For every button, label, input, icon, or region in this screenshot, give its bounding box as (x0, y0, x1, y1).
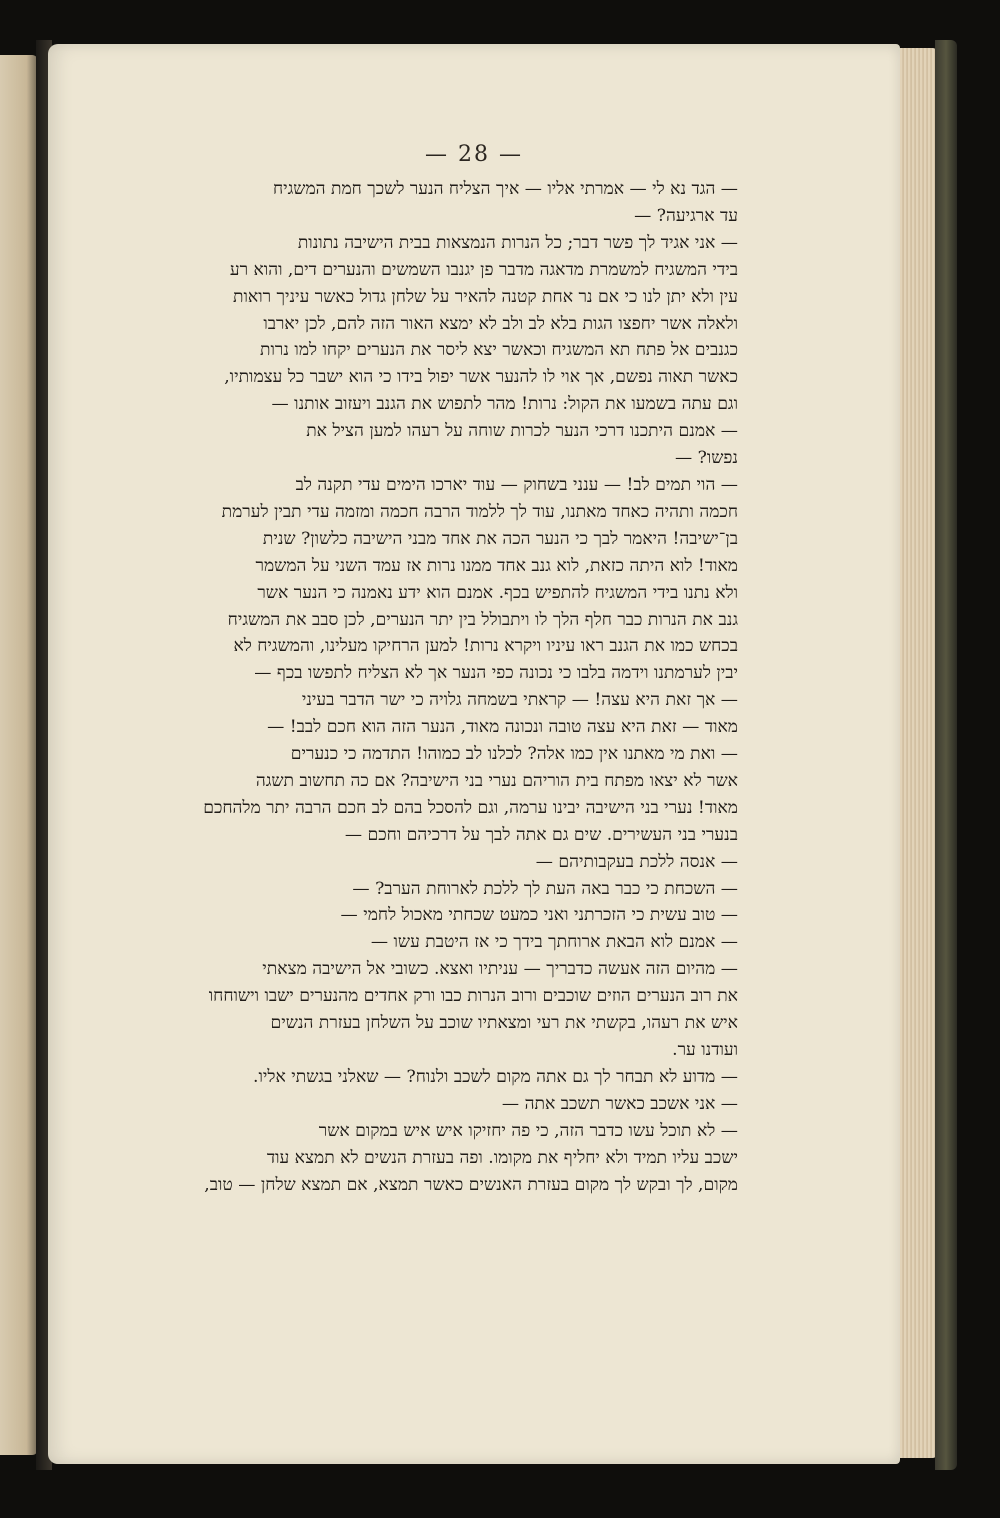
text-line: ישכב עליו תמיד ולא יחליף את מקומו. ופה בעזרת הנשים לא תמצא עוד (266, 1147, 738, 1168)
text-line: את רוב הנערים הוזים שוכבים ורוב הנרות כבו ורק אחדים מהנערים ישבו וישוחחו (208, 986, 738, 1007)
text-line: נפשו? — (674, 448, 738, 469)
text-line: מאוד! לוא היתה כזאת, לוא גנב אחד ממנו נרות אז עמד השני על המשמר (255, 555, 738, 576)
text-line: כגנבים אל פתח תא המשגיח וכאשר יצא ליסר את הנערים יקחו למו נרות (260, 340, 738, 361)
text-line: וגם עתה בשמעו את הקול: נרות! מהר לתפוש את הגנב ויעזוב אותנו — (271, 394, 738, 415)
text-line: כאשר תאוה נפשם, אך אוי לו להנער אשר יפול בידו כי הוא ישבר כל עצמותיו, (224, 367, 738, 388)
text-line: — ואת מי מאתנו אין כמו אלה? לכלנו לב כמוהו! התדמה כי כנערים (290, 744, 738, 765)
text-line: בכחש כמו את הגנב ראו עיניו ויקרא נרות! למען הרחיקו מעלינו, והמשגיח לא (233, 636, 738, 657)
text-line: — מהיום הזה אעשה כדבריך — עניתיו ואצא. כשובי אל הישיבה מצאתי (262, 959, 738, 980)
text-line: מאוד — זאת היא עצה טובה ונכונה מאוד, הנער הזה הוא חכם לבב! — (267, 717, 738, 738)
text-line: יבין לערמתנו וידמה בלבו כי נכונה כפי הנער אך לא הצליח לתפשו בכף — (254, 663, 738, 684)
text-line: ולא נתנו בידי המשגיח להתפיש בכף. אמנם הוא ידע נאמנה כי הנער אשר (257, 582, 738, 603)
text-line: מקום, לך ובקש לך מקום בעזרת האנשים כאשר תמצא, אם תמצא שלחן — טוב, (204, 1174, 738, 1195)
text-line: עד ארגיעה? — (634, 205, 738, 226)
text-line: ועודנו ער. (672, 1040, 738, 1060)
text-line: עין ולא יתן לנו כי אם נר אחת קטנה להאיר על שלחן גדול כאשר עיניך רואות (233, 286, 738, 307)
text-line: חכמה ותהיה כאחד מאתנו, עוד לך ללמוד הרבה חכמה ומזמה עדי תבין לערמת (221, 501, 738, 522)
text-line: — אנסה ללכת בעקבותיהם — (535, 851, 738, 872)
text-line: — הגד נא לי — אמרתי אליו — איך הצליח הנער לשכך חמת המשגיח (272, 179, 738, 199)
text-line: בידי המשגיח למשמרת מדאגה מדבר פן יגנבו השמשים והנערים דים, והוא רע (229, 259, 738, 280)
text-line: ולאלה אשר יחפצו הגות בלא לב ולב לא ימצא האור הזה להם, לכן יארבו (263, 313, 738, 334)
text-line: — אמנם היתכנו דרכי הנער לכרות שוחה על רעהו למען הציל את (306, 421, 738, 442)
text-line: בנערי בני העשירים. שים גם אתה לבך על דרכיהם וחכם — (344, 824, 738, 845)
text-line: — השכחת כי כבר באה העת לך ללכת לארוחת הערב? — (352, 878, 738, 899)
text-line: — לא תוכל עשו כדבר הזה, כי פה יחזיקו איש איש במקום אשר (318, 1120, 738, 1141)
book-cover-edge (935, 40, 957, 1470)
page-body-text (106, 176, 738, 1198)
text-line: בן־ישיבה! היאמר לבך כי הנער הכה את אחד מבני הישיבה כלשון? שנית (262, 528, 738, 549)
text-line: — טוב עשית כי הזכרתני ואני כמעט שכחתי מאכול לחמי — (340, 905, 738, 926)
text-line: מאוד! נערי בני הישיבה יבינו ערמה, וגם להסכל בהם לב חכם הרבה יתר מלהחכם (203, 797, 738, 818)
text-line: — אני אגיד לך פשר דבר; כל הנרות הנמצאות בבית הישיבה נתונות (297, 232, 738, 253)
text-line: — אמנם לוא הבאת ארוחתך בידך כי אז היטבת עשו — (370, 932, 738, 953)
text-line: — אך זאת היא עצה! — קראתי בשמחה גלויה כי ישר הדבר בעיני (301, 690, 738, 711)
text-line: אשר לא יצאו מפתח בית הוריהם נערי בני הישיבה? אם כה תחשוב תשגה (255, 770, 738, 791)
page-number: — 28 — (425, 142, 523, 167)
text-line: — אני אשכב כאשר תשכב אתה — (501, 1093, 738, 1114)
left-page-edge (0, 55, 38, 1455)
text-line: איש את רעהו, בקשתי את רעי ומצאתיו שוכב על השלחן בעזרת הנשים (270, 1013, 738, 1034)
text-line: — מדוע לא תבחר לך גם אתה מקום לשכב ולנוח? — שאלני בגשתי אליו. (253, 1066, 738, 1087)
text-line: — הוי תמים לב! — ענני בשחוק — עוד יארכו הימים עדי תקנה לב (295, 474, 738, 495)
page-fore-edge (896, 48, 940, 1458)
text-line: גנב את הנרות כבר חלף הלך לו ויתבולל בין יתר הנערים, לכן סבב את המשגיח (227, 609, 738, 630)
